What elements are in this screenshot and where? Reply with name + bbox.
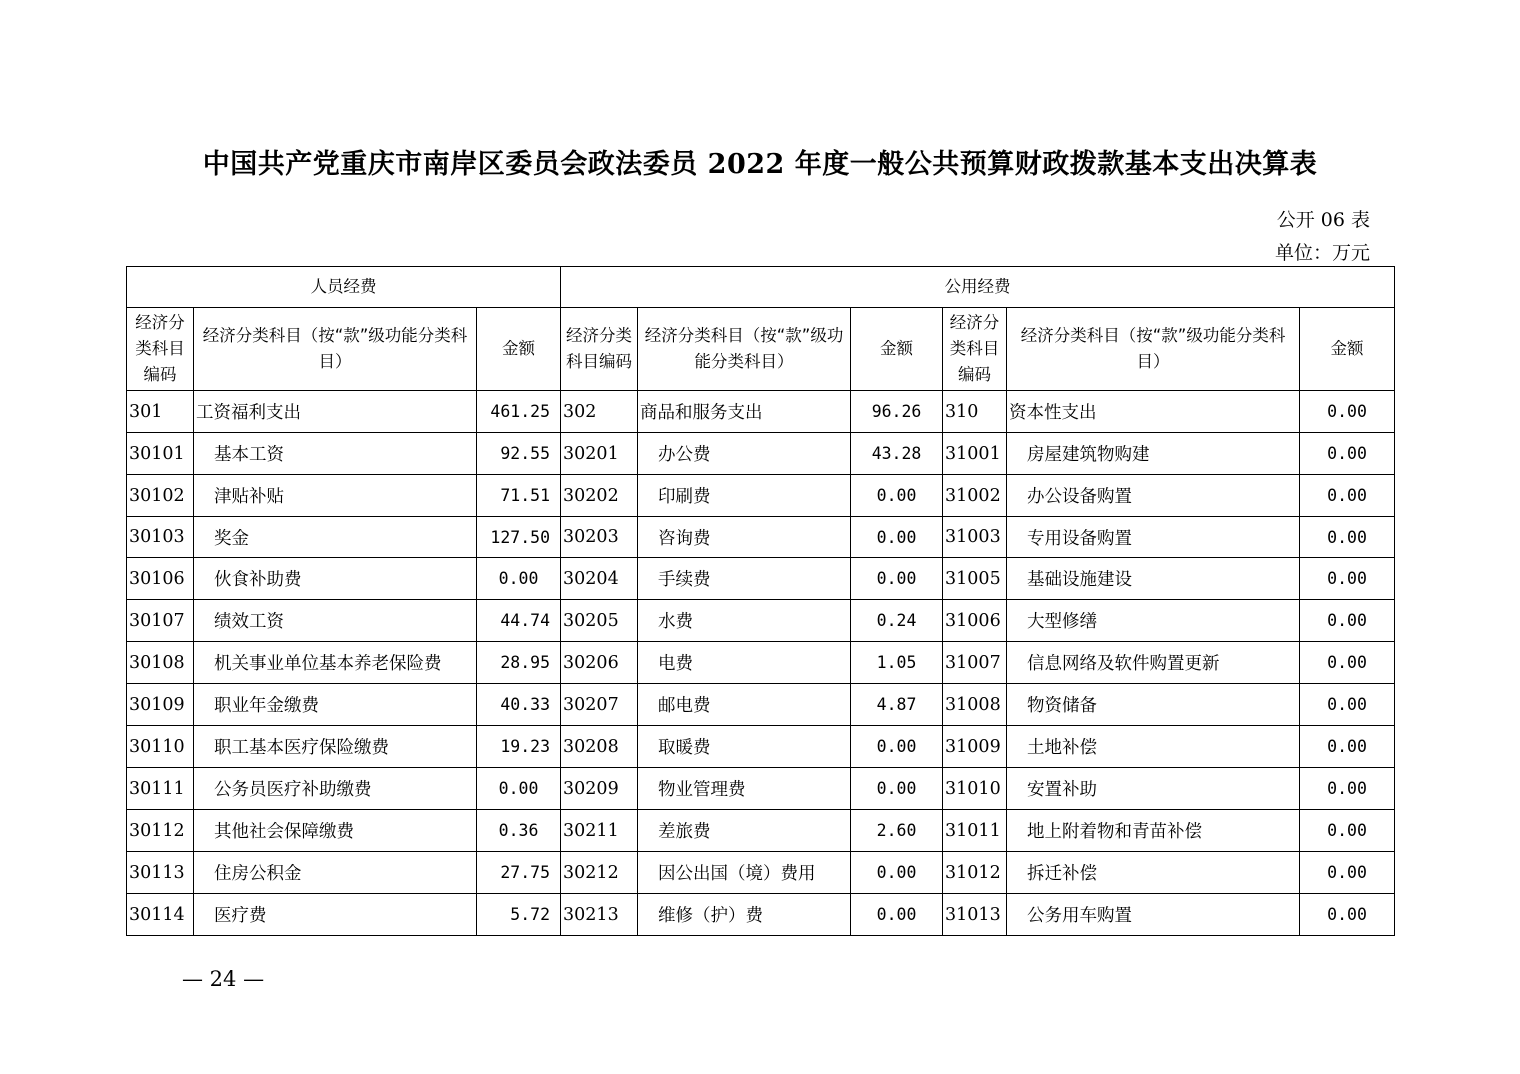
econ-code-cell: 31011 bbox=[943, 810, 1007, 852]
econ-code-cell: 31006 bbox=[943, 600, 1007, 642]
econ-code-cell: 302 bbox=[561, 391, 638, 433]
table-row bbox=[127, 726, 1395, 768]
amount-cell: 0.00 bbox=[851, 726, 943, 768]
amount-cell: 0.00 bbox=[1300, 768, 1395, 810]
econ-code-cell: 30213 bbox=[561, 894, 638, 936]
header-name: 经济分类科目（按“款”级功能分类科目） bbox=[638, 308, 851, 391]
group-public: 公用经费 bbox=[561, 267, 1395, 308]
amount-cell: 0.00 bbox=[851, 558, 943, 600]
table-row bbox=[127, 517, 1395, 558]
econ-code-cell: 30101 bbox=[127, 433, 194, 475]
econ-name-cell: 取暖费 bbox=[638, 726, 851, 768]
header-amount: 金额 bbox=[851, 308, 943, 391]
econ-code-cell: 31012 bbox=[943, 852, 1007, 894]
econ-name-cell: 办公费 bbox=[638, 433, 851, 475]
econ-name-cell: 手续费 bbox=[638, 558, 851, 600]
unit-label: 单位：万元 bbox=[1274, 242, 1370, 264]
table-row bbox=[127, 558, 1395, 600]
econ-name-cell: 办公设备购置 bbox=[1007, 475, 1300, 517]
econ-code-cell: 31008 bbox=[943, 684, 1007, 726]
amount-cell: 0.00 bbox=[477, 768, 561, 810]
form-number: 公开 06 表 bbox=[1276, 209, 1370, 231]
amount-cell: 0.00 bbox=[1300, 433, 1395, 475]
econ-code-cell: 30113 bbox=[127, 852, 194, 894]
econ-code-cell: 30114 bbox=[127, 894, 194, 936]
econ-name-cell: 基础设施建设 bbox=[1007, 558, 1300, 600]
econ-name-cell: 商品和服务支出 bbox=[638, 391, 851, 433]
expenditure-table bbox=[126, 266, 1395, 936]
econ-name-cell: 职工基本医疗保险缴费 bbox=[194, 726, 477, 768]
amount-cell: 0.00 bbox=[851, 475, 943, 517]
econ-name-cell: 邮电费 bbox=[638, 684, 851, 726]
amount-cell: 0.00 bbox=[1300, 517, 1395, 558]
group-personnel: 人员经费 bbox=[127, 267, 561, 308]
econ-name-cell: 土地补偿 bbox=[1007, 726, 1300, 768]
econ-name-cell: 差旅费 bbox=[638, 810, 851, 852]
econ-name-cell: 基本工资 bbox=[194, 433, 477, 475]
econ-name-cell: 因公出国（境）费用 bbox=[638, 852, 851, 894]
econ-code-cell: 31009 bbox=[943, 726, 1007, 768]
econ-code-cell: 301 bbox=[127, 391, 194, 433]
econ-name-cell: 大型修缮 bbox=[1007, 600, 1300, 642]
amount-cell: 0.00 bbox=[1300, 894, 1395, 936]
econ-code-cell: 31013 bbox=[943, 894, 1007, 936]
amount-cell: 0.00 bbox=[1300, 810, 1395, 852]
group-header-row bbox=[127, 267, 1395, 308]
amount-cell: 27.75 bbox=[477, 852, 561, 894]
header-code: 经济分类科目编码 bbox=[561, 308, 638, 391]
amount-cell: 0.00 bbox=[851, 894, 943, 936]
econ-name-cell: 电费 bbox=[638, 642, 851, 684]
amount-cell: 0.00 bbox=[1300, 600, 1395, 642]
econ-code-cell: 30106 bbox=[127, 558, 194, 600]
header-code: 经济分类科目编码 bbox=[943, 308, 1007, 391]
econ-code-cell: 30207 bbox=[561, 684, 638, 726]
amount-cell: 4.87 bbox=[851, 684, 943, 726]
econ-code-cell: 30205 bbox=[561, 600, 638, 642]
econ-code-cell: 30102 bbox=[127, 475, 194, 517]
column-header-row bbox=[127, 308, 1395, 391]
econ-name-cell: 资本性支出 bbox=[1007, 391, 1300, 433]
econ-code-cell: 31010 bbox=[943, 768, 1007, 810]
table-row bbox=[127, 433, 1395, 475]
econ-name-cell: 津贴补贴 bbox=[194, 475, 477, 517]
econ-name-cell: 其他社会保障缴费 bbox=[194, 810, 477, 852]
page-number: — 24 — bbox=[182, 967, 265, 991]
table-row bbox=[127, 810, 1395, 852]
econ-name-cell: 医疗费 bbox=[194, 894, 477, 936]
econ-code-cell: 30204 bbox=[561, 558, 638, 600]
table-row bbox=[127, 600, 1395, 642]
amount-cell: 40.33 bbox=[477, 684, 561, 726]
econ-name-cell: 水费 bbox=[638, 600, 851, 642]
econ-name-cell: 拆迁补偿 bbox=[1007, 852, 1300, 894]
table-row bbox=[127, 684, 1395, 726]
table-row bbox=[127, 391, 1395, 433]
table-row bbox=[127, 642, 1395, 684]
document-title: 中国共产党重庆市南岸区委员会政法委员 2022 年度一般公共预算财政拨款基本支出决算表 bbox=[202, 149, 1318, 180]
header-amount: 金额 bbox=[477, 308, 561, 391]
econ-code-cell: 31001 bbox=[943, 433, 1007, 475]
amount-cell: 71.51 bbox=[477, 475, 561, 517]
header-name: 经济分类科目（按“款”级功能分类科目） bbox=[194, 308, 477, 391]
header-name: 经济分类科目（按“款”级功能分类科目） bbox=[1007, 308, 1300, 391]
amount-cell: 5.72 bbox=[477, 894, 561, 936]
amount-cell: 0.00 bbox=[1300, 642, 1395, 684]
amount-cell: 44.74 bbox=[477, 600, 561, 642]
econ-code-cell: 31003 bbox=[943, 517, 1007, 558]
econ-name-cell: 地上附着物和青苗补偿 bbox=[1007, 810, 1300, 852]
econ-code-cell: 30112 bbox=[127, 810, 194, 852]
econ-code-cell: 30211 bbox=[561, 810, 638, 852]
amount-cell: 0.36 bbox=[477, 810, 561, 852]
econ-code-cell: 30201 bbox=[561, 433, 638, 475]
econ-name-cell: 职业年金缴费 bbox=[194, 684, 477, 726]
econ-code-cell: 30109 bbox=[127, 684, 194, 726]
amount-cell: 2.60 bbox=[851, 810, 943, 852]
amount-cell: 461.25 bbox=[477, 391, 561, 433]
amount-cell: 0.00 bbox=[851, 852, 943, 894]
econ-code-cell: 31002 bbox=[943, 475, 1007, 517]
amount-cell: 0.00 bbox=[1300, 726, 1395, 768]
econ-code-cell: 30208 bbox=[561, 726, 638, 768]
econ-code-cell: 30203 bbox=[561, 517, 638, 558]
econ-name-cell: 公务用车购置 bbox=[1007, 894, 1300, 936]
amount-cell: 19.23 bbox=[477, 726, 561, 768]
econ-name-cell: 住房公积金 bbox=[194, 852, 477, 894]
amount-cell: 43.28 bbox=[851, 433, 943, 475]
amount-cell: 28.95 bbox=[477, 642, 561, 684]
econ-code-cell: 30209 bbox=[561, 768, 638, 810]
header-code: 经济分类科目编码 bbox=[127, 308, 194, 391]
econ-name-cell: 专用设备购置 bbox=[1007, 517, 1300, 558]
econ-name-cell: 绩效工资 bbox=[194, 600, 477, 642]
econ-code-cell: 30202 bbox=[561, 475, 638, 517]
amount-cell: 0.00 bbox=[477, 558, 561, 600]
amount-cell: 0.00 bbox=[1300, 391, 1395, 433]
econ-name-cell: 机关事业单位基本养老保险费 bbox=[194, 642, 477, 684]
table-row bbox=[127, 894, 1395, 936]
econ-name-cell: 信息网络及软件购置更新 bbox=[1007, 642, 1300, 684]
econ-name-cell: 咨询费 bbox=[638, 517, 851, 558]
econ-code-cell: 30108 bbox=[127, 642, 194, 684]
econ-name-cell: 房屋建筑物购建 bbox=[1007, 433, 1300, 475]
amount-cell: 0.00 bbox=[1300, 558, 1395, 600]
econ-name-cell: 伙食补助费 bbox=[194, 558, 477, 600]
amount-cell: 0.24 bbox=[851, 600, 943, 642]
table-row bbox=[127, 475, 1395, 517]
econ-name-cell: 公务员医疗补助缴费 bbox=[194, 768, 477, 810]
amount-cell: 92.55 bbox=[477, 433, 561, 475]
econ-code-cell: 30110 bbox=[127, 726, 194, 768]
table-body bbox=[127, 391, 1395, 936]
econ-code-cell: 31005 bbox=[943, 558, 1007, 600]
econ-name-cell: 印刷费 bbox=[638, 475, 851, 517]
econ-code-cell: 310 bbox=[943, 391, 1007, 433]
econ-code-cell: 30206 bbox=[561, 642, 638, 684]
amount-cell: 0.00 bbox=[851, 768, 943, 810]
amount-cell: 0.00 bbox=[851, 517, 943, 558]
econ-name-cell: 安置补助 bbox=[1007, 768, 1300, 810]
econ-code-cell: 30107 bbox=[127, 600, 194, 642]
amount-cell: 0.00 bbox=[1300, 852, 1395, 894]
table-row bbox=[127, 852, 1395, 894]
econ-name-cell: 工资福利支出 bbox=[194, 391, 477, 433]
amount-cell: 1.05 bbox=[851, 642, 943, 684]
econ-name-cell: 奖金 bbox=[194, 517, 477, 558]
econ-code-cell: 30111 bbox=[127, 768, 194, 810]
header-amount: 金额 bbox=[1300, 308, 1395, 391]
amount-cell: 96.26 bbox=[851, 391, 943, 433]
econ-code-cell: 30103 bbox=[127, 517, 194, 558]
amount-cell: 0.00 bbox=[1300, 684, 1395, 726]
econ-name-cell: 维修（护）费 bbox=[638, 894, 851, 936]
econ-code-cell: 30212 bbox=[561, 852, 638, 894]
econ-name-cell: 物业管理费 bbox=[638, 768, 851, 810]
amount-cell: 127.50 bbox=[477, 517, 561, 558]
econ-code-cell: 31007 bbox=[943, 642, 1007, 684]
econ-name-cell: 物资储备 bbox=[1007, 684, 1300, 726]
amount-cell: 0.00 bbox=[1300, 475, 1395, 517]
table-row bbox=[127, 768, 1395, 810]
